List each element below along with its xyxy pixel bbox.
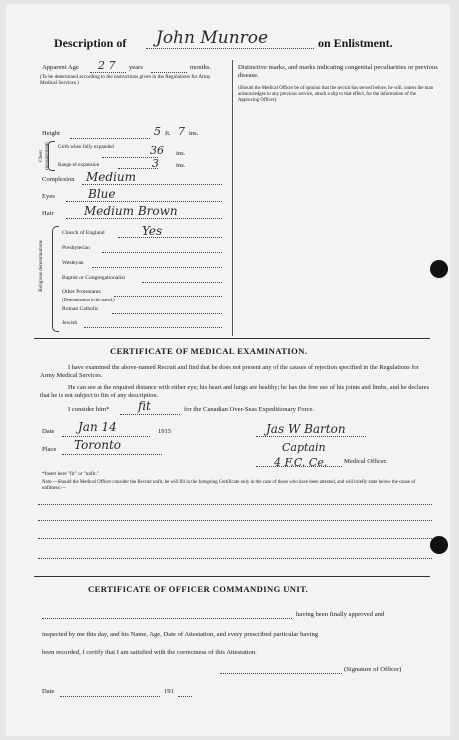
distinctive-marks-heading: Distinctive marks, and marks indicating congenital peculiarities or previous disease.: [238, 64, 438, 79]
officer-signature-label: (Signature of Officer): [344, 666, 402, 673]
months-line: [151, 72, 187, 73]
unfitness-line: [38, 520, 432, 521]
apparent-age-label: Apparent Age: [42, 64, 79, 71]
ft-label: ft.: [165, 130, 171, 137]
height-in-value: 7: [178, 125, 185, 138]
religion-other-protestants: Other Protestants: [62, 289, 101, 295]
complexion-value: Medium: [86, 170, 137, 184]
religion-line: [92, 267, 222, 268]
unfitness-line: [38, 504, 432, 505]
ins-label: ins.: [189, 130, 199, 137]
section-rule: [34, 576, 430, 577]
recruit-name-handwritten: John Munroe: [156, 28, 269, 48]
officer-line: [256, 466, 342, 467]
religion-line: [118, 237, 222, 238]
hair-label: Hair: [42, 210, 54, 217]
complexion-label: Complexion: [42, 176, 75, 183]
months-label: months.: [190, 64, 212, 71]
religion-church-of-england: Church of England: [62, 230, 105, 236]
title-prefix: Description of: [54, 36, 127, 50]
commanding-line-3: been recorded, I certify that I am satisfied with the correctness of this Attestation.: [42, 649, 257, 656]
girth-label: Girth when fully expanded: [58, 144, 114, 150]
girth-value: 36: [150, 144, 164, 157]
age-note: (To be determined according to the instructions given in the Regulations for Army Medical Services.): [40, 74, 211, 86]
eyes-label: Eyes: [42, 193, 55, 200]
place-label: Place: [42, 446, 57, 453]
range-label: Range of expansion: [58, 162, 100, 168]
religion-baptist: Baptist or Congregationalist: [62, 275, 126, 281]
commanding-line-2: inspected by me this day, and his Name, Age, Date of Attestation, and every prescribed particular having: [42, 631, 319, 638]
name-line: [146, 48, 314, 49]
height-label: Height: [42, 130, 60, 137]
commanding-year-label: 191: [164, 688, 174, 695]
medical-para-1: I have examined the above-named Recruit and find that he does not present any of the causes of rejection specified in the Regulations for Army Medical Services.: [40, 364, 419, 380]
medical-date-value: Jan 14: [78, 420, 117, 434]
unfitness-line: [38, 538, 432, 539]
unfitness-line: [38, 558, 432, 559]
complexion-line: [82, 184, 222, 185]
signature-line: [256, 436, 366, 437]
religion-line: [102, 252, 222, 253]
section-rule: [34, 338, 430, 339]
medical-officer-label: Medical Officer.: [344, 458, 388, 465]
girth-ins-label: ins.: [176, 150, 186, 157]
religion-roman-catholic: Roman Catholic: [62, 306, 99, 312]
height-ft-value: 5: [154, 125, 161, 138]
range-value: 3: [152, 157, 159, 170]
religion-wesleyan: Wesleyan: [62, 260, 84, 266]
age-value: 2 7: [98, 59, 116, 72]
fitness-value: fit: [138, 399, 151, 413]
eyes-line: [66, 201, 222, 202]
commanding-line-1: [42, 618, 292, 619]
height-line: [70, 138, 150, 139]
religion-note: (Denomination to be stated.): [62, 297, 115, 302]
religious-denominations-label: Religious denominations: [38, 240, 44, 292]
commanding-certificate-title: CERTIFICATE OF OFFICER COMMANDING UNIT.: [88, 584, 309, 594]
years-label: years: [129, 64, 143, 71]
girth-line: [102, 157, 158, 158]
religion-presbyterian: Presbyterian: [62, 245, 90, 251]
fitness-line: [120, 414, 180, 415]
hair-value: Medium Brown: [84, 204, 178, 218]
religion-line: [142, 282, 222, 283]
attestation-paper-page: [6, 4, 450, 736]
medical-officer-note: (Should the Medical Officer be of opinion that the recruit has served before, he will, unless the man acknowledges to any previous service, attach a slip to that effect, for the information of the Approving Officer).: [238, 86, 434, 103]
religion-line: [114, 296, 222, 297]
commanding-year-line: [178, 696, 192, 697]
religion-jewish: Jewish: [62, 320, 78, 326]
officer-signature-line: [220, 673, 342, 674]
medical-officer-signature: Jas W Barton: [266, 422, 346, 436]
unfitness-note: Note.—Should the Medical Officer consider the Recruit unfit, he will fill in the foregoing Certificate only in the case of those who have been attested, and will briefly state below the cause of unfitness:—: [42, 480, 416, 491]
chest-bracket: [48, 141, 55, 171]
medical-para-2: He can see at the required distance with either eye; his heart and lungs are healthy; he has the free use of his joints and limbs, and he declares that he is not subject to fits of any description.: [40, 384, 430, 400]
binder-hole: [430, 536, 448, 554]
title-suffix: on Enlistment.: [318, 36, 393, 50]
medical-year-value: 1915: [158, 428, 172, 435]
place-value: Toronto: [74, 438, 122, 452]
range-ins-label: ins.: [176, 162, 186, 169]
binder-hole: [430, 260, 448, 278]
religion-line: [112, 313, 222, 314]
column-divider: [232, 60, 233, 336]
consider-suffix: for the Canadian Over-Seas Expeditionary Force.: [184, 406, 315, 413]
chest-measurement-label: Chest measurement: [38, 142, 50, 170]
medical-date-line: [62, 436, 150, 437]
medical-officer-rank: Captain: [282, 441, 326, 454]
medical-certificate-title: CERTIFICATE OF MEDICAL EXAMINATION.: [110, 346, 308, 356]
commanding-date-label: Date: [42, 688, 55, 695]
hair-line: [66, 218, 222, 219]
place-line: [62, 454, 162, 455]
age-line: [90, 72, 126, 73]
medical-date-label: Date: [42, 428, 55, 435]
consider-prefix: I consider him*: [68, 406, 110, 413]
religion-value: Yes: [142, 224, 163, 238]
eyes-value: Blue: [88, 187, 116, 201]
fit-footnote: *Insert here "fit" or "unfit.": [42, 471, 100, 477]
commanding-date-line: [60, 696, 160, 697]
medical-officer-unit: 4 F.C. Ce.: [274, 456, 328, 469]
religion-line: [84, 327, 222, 328]
commanding-line-1-suffix: having been finally approved and: [296, 611, 385, 618]
religion-bracket: [52, 226, 59, 332]
